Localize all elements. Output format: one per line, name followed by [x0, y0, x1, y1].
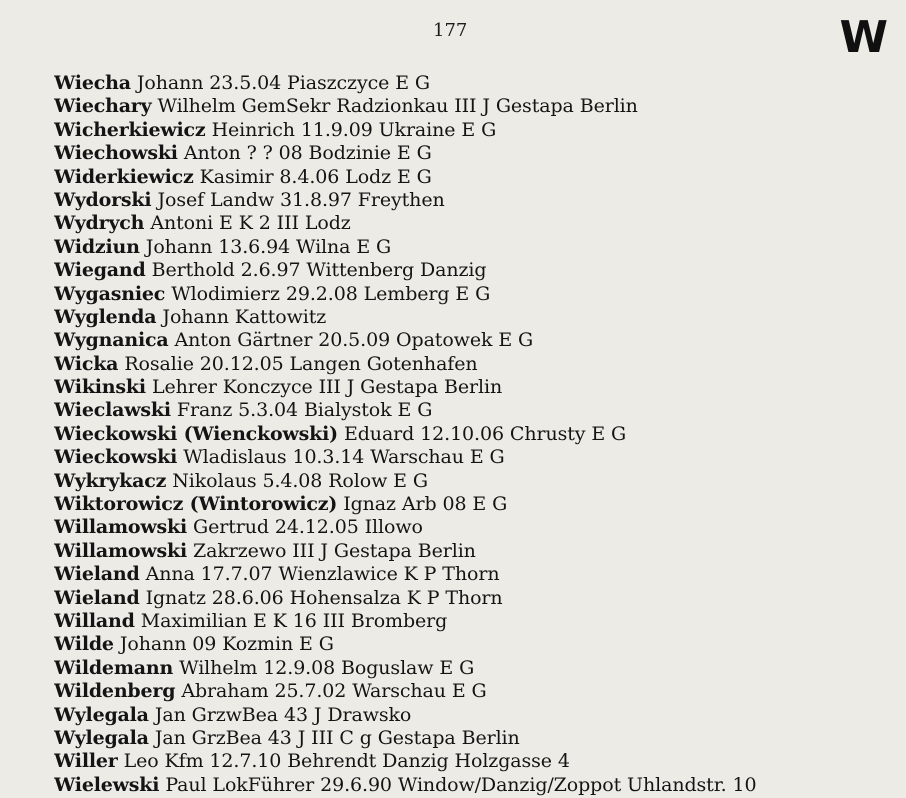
entry-surname: Wicherkiewicz	[54, 118, 206, 141]
entry-surname: Willamowski	[54, 539, 187, 562]
entry-surname: Wyglenda	[54, 305, 157, 328]
entry-details: Rosalie 20.12.05 Langen Gotenhafen	[124, 352, 478, 375]
entry-surname: Wikinski	[54, 376, 146, 399]
entry-surname: Widziun	[54, 235, 140, 258]
list-item	[54, 470, 894, 493]
entry-surname: Wiegand	[54, 259, 146, 282]
list-item	[54, 680, 894, 703]
entry-surname: Wieland	[54, 563, 140, 586]
entry-details: Zakrzewo III J Gestapa Berlin	[193, 539, 476, 562]
entry-surname: Wydorski	[54, 188, 152, 211]
list-item	[54, 423, 894, 446]
entry-details: Abraham 25.7.02 Warschau E G	[181, 680, 487, 703]
list-item	[54, 750, 894, 773]
list-item	[54, 446, 894, 469]
entry-details: Anton Gärtner 20.5.09 Opatowek E G	[174, 329, 534, 352]
entry-details: Josef Landw 31.8.97 Freythen	[157, 188, 445, 211]
entry-details: Johann Kattowitz	[162, 305, 327, 328]
entry-details: Wilhelm 12.9.08 Boguslaw E G	[179, 656, 475, 679]
list-item	[54, 774, 894, 797]
list-item	[54, 610, 894, 633]
entry-surname: Wiecha	[54, 72, 131, 94]
entry-surname: Willand	[54, 609, 135, 632]
entry-details: Lehrer Konczyce III J Gestapa Berlin	[151, 376, 503, 399]
entry-details: Gertrud 24.12.05 Illowo	[193, 516, 423, 539]
page-number: 177	[433, 20, 468, 41]
entry-surname: Willamowski	[54, 516, 187, 539]
entry-details: Ignaz Arb 08 E G	[343, 493, 508, 516]
entry-surname: Wiechowski	[54, 142, 178, 165]
entry-details: Berthold 2.6.97 Wittenberg Danzig	[151, 259, 487, 282]
entry-surname: Wykrykacz	[54, 469, 167, 492]
list-item	[54, 142, 894, 165]
list-item	[54, 189, 894, 212]
entry-surname: Wielewski	[54, 773, 160, 796]
list-item	[54, 516, 894, 539]
section-letter: W	[839, 12, 888, 63]
list-item	[54, 166, 894, 189]
entry-surname: Widerkiewicz	[54, 165, 194, 188]
entry-surname: Wylegala	[54, 726, 149, 749]
list-item	[54, 563, 894, 586]
entry-details: Johann 09 Kozmin E G	[119, 633, 334, 656]
list-item	[54, 212, 894, 235]
list-item	[54, 259, 894, 282]
list-item	[54, 306, 894, 329]
entry-details: Heinrich 11.9.09 Ukraine E G	[211, 118, 497, 141]
list-item	[54, 399, 894, 422]
entry-details: Leo Kfm 12.7.10 Behrendt Danzig Holzgasse 4	[123, 750, 570, 773]
entry-surname: Wieckowski	[54, 446, 178, 469]
list-item	[54, 493, 894, 516]
list-item	[54, 353, 894, 376]
entry-details: Franz 5.3.04 Bialystok E G	[176, 399, 433, 422]
list-item	[54, 727, 894, 750]
entry-surname: Wylegala	[54, 703, 149, 726]
entry-details: Antoni E K 2 III Lodz	[150, 212, 351, 235]
entry-details: Wladislaus 10.3.14 Warschau E G	[183, 446, 505, 469]
entry-surname: Wildemann	[54, 656, 174, 679]
list-item	[54, 704, 894, 727]
entry-surname: Wicka	[54, 352, 119, 375]
entry-surname: Wygasniec	[54, 282, 166, 305]
list-item	[54, 119, 894, 142]
entry-details: Eduard 12.10.06 Chrusty E G	[343, 422, 627, 445]
entry-list	[54, 72, 894, 797]
list-item	[54, 540, 894, 563]
list-item	[54, 329, 894, 352]
list-item	[54, 283, 894, 306]
list-item	[54, 95, 894, 118]
entry-details: Nikolaus 5.4.08 Rolow E G	[172, 469, 428, 492]
list-item	[54, 376, 894, 399]
entry-details: Jan GrzwBea 43 J Drawsko	[154, 703, 412, 726]
entry-surname: Wiktorowicz (Wintorowicz)	[54, 493, 338, 516]
entry-details: Jan GrzBea 43 J III C g Gestapa Berlin	[154, 726, 520, 749]
list-item	[54, 633, 894, 656]
entry-details: Maximilian E K 16 III Bromberg	[140, 609, 448, 632]
entry-details: Paul LokFührer 29.6.90 Window/Danzig/Zoppot Uhlandstr. 10	[165, 773, 757, 796]
entry-details: Wlodimierz 29.2.08 Lemberg E G	[171, 282, 491, 305]
entry-details: Anna 17.7.07 Wienzlawice K P Thorn	[145, 563, 500, 586]
entry-surname: Wieckowski (Wienckowski)	[54, 422, 338, 445]
entry-surname: Wieclawski	[54, 399, 171, 422]
list-item	[54, 657, 894, 680]
entry-details: Wilhelm GemSekr Radzionkau III J Gestapa Berlin	[157, 95, 638, 118]
entry-details: Anton ? ? 08 Bodzinie E G	[183, 142, 432, 165]
list-item	[54, 72, 894, 95]
entry-surname: Wygnanica	[54, 329, 169, 352]
list-item	[54, 236, 894, 259]
list-item	[54, 587, 894, 610]
entry-surname: Wiechary	[54, 95, 152, 118]
entry-surname: Wilde	[54, 633, 114, 656]
entry-surname: Wydrych	[54, 212, 145, 235]
entry-surname: Wildenberg	[54, 680, 176, 703]
entry-details: Johann 23.5.04 Piaszczyce E G	[136, 72, 430, 94]
entry-surname: Willer	[54, 750, 118, 773]
entry-surname: Wieland	[54, 586, 140, 609]
entry-details: Ignatz 28.6.06 Hohensalza K P Thorn	[145, 586, 503, 609]
entry-details: Kasimir 8.4.06 Lodz E G	[199, 165, 432, 188]
entry-details: Johann 13.6.94 Wilna E G	[145, 235, 392, 258]
